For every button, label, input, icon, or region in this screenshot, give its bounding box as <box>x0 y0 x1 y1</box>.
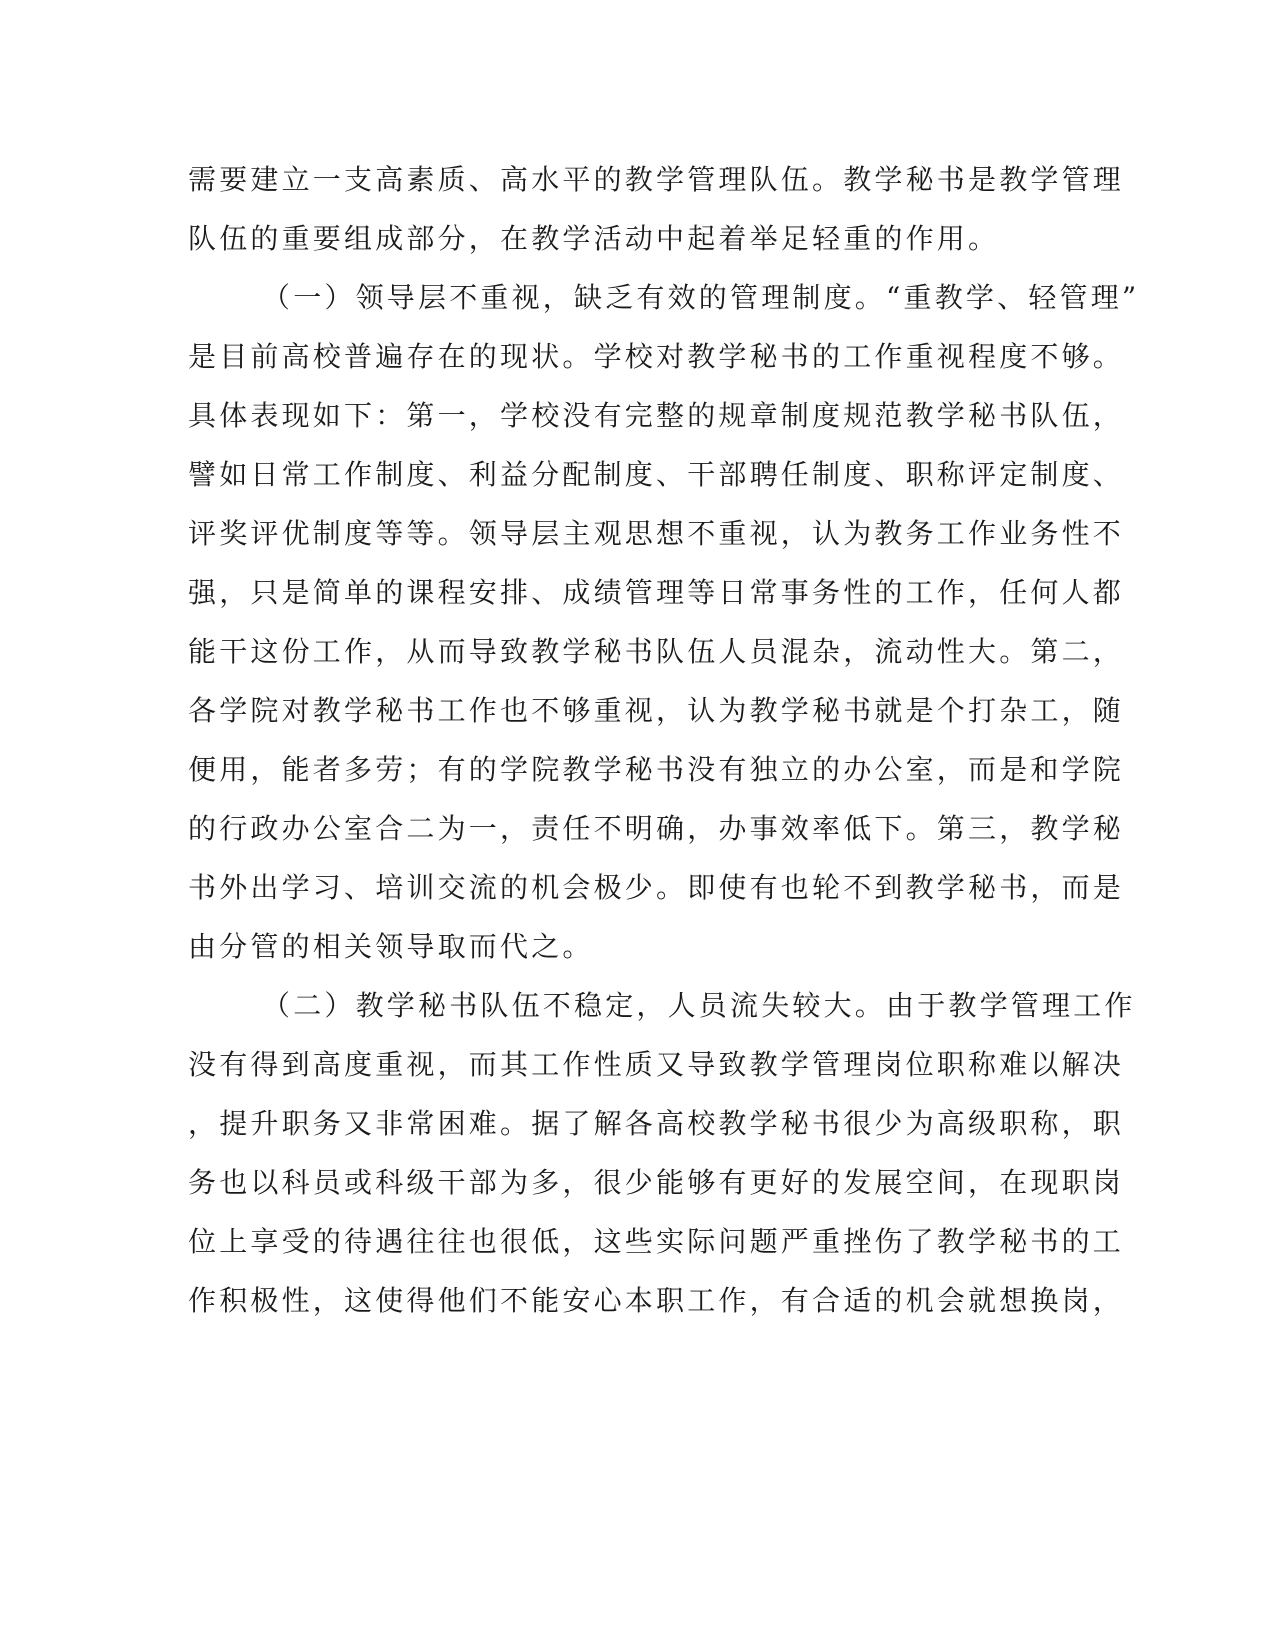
text-line: 需要建立一支高素质、高水平的教学管理队伍。教学秘书是教学管理 <box>188 163 1125 196</box>
text-line: 便用，能者多劳；有的学院教学秘书没有独立的办公室，而是和学院 <box>188 753 1125 786</box>
text-line: 强，只是简单的课程安排、成绩管理等日常事务性的工作，任何人都 <box>188 576 1125 609</box>
section-heading-1: （一）领导层不重视，缺乏有效的管理制度。“重教学、轻管理” <box>262 281 1140 314</box>
text-line: 譬如日常工作制度、利益分配制度、干部聘任制度、职称评定制度、 <box>188 458 1125 491</box>
section-heading-2: （二）教学秘书队伍不稳定，人员流失较大。由于教学管理工作 <box>262 989 1136 1022</box>
text-line: 作积极性，这使得他们不能安心本职工作，有合适的机会就想换岗， <box>188 1284 1125 1317</box>
text-line: 能干这份工作，从而导致教学秘书队伍人员混杂，流动性大。第二， <box>188 635 1125 668</box>
text-line: 书外出学习、培训交流的机会极少。即使有也轮不到教学秘书，而是 <box>188 871 1125 904</box>
text-line: ，提升职务又非常困难。据了解各高校教学秘书很少为高级职称，职 <box>188 1107 1125 1140</box>
text-line: 位上享受的待遇往往也很低，这些实际问题严重挫伤了教学秘书的工 <box>188 1225 1125 1258</box>
text-line: 队伍的重要组成部分，在教学活动中起着举足轻重的作用。 <box>188 222 1000 255</box>
text-line: 的行政办公室合二为一，责任不明确，办事效率低下。第三，教学秘 <box>188 812 1125 845</box>
text-line: 是目前高校普遍存在的现状。学校对教学秘书的工作重视程度不够。 <box>188 340 1125 373</box>
text-line: 务也以科员或科级干部为多，很少能够有更好的发展空间，在现职岗 <box>188 1166 1125 1199</box>
text-line: 由分管的相关领导取而代之。 <box>188 930 594 963</box>
text-line: 评奖评优制度等等。领导层主观思想不重视，认为教务工作业务性不 <box>188 517 1125 550</box>
text-line: 没有得到高度重视，而其工作性质又导致教学管理岗位职称难以解决 <box>188 1048 1125 1081</box>
text-line: 具体表现如下：第一，学校没有完整的规章制度规范教学秘书队伍， <box>188 399 1125 432</box>
text-line: 各学院对教学秘书工作也不够重视，认为教学秘书就是个打杂工，随 <box>188 694 1125 727</box>
